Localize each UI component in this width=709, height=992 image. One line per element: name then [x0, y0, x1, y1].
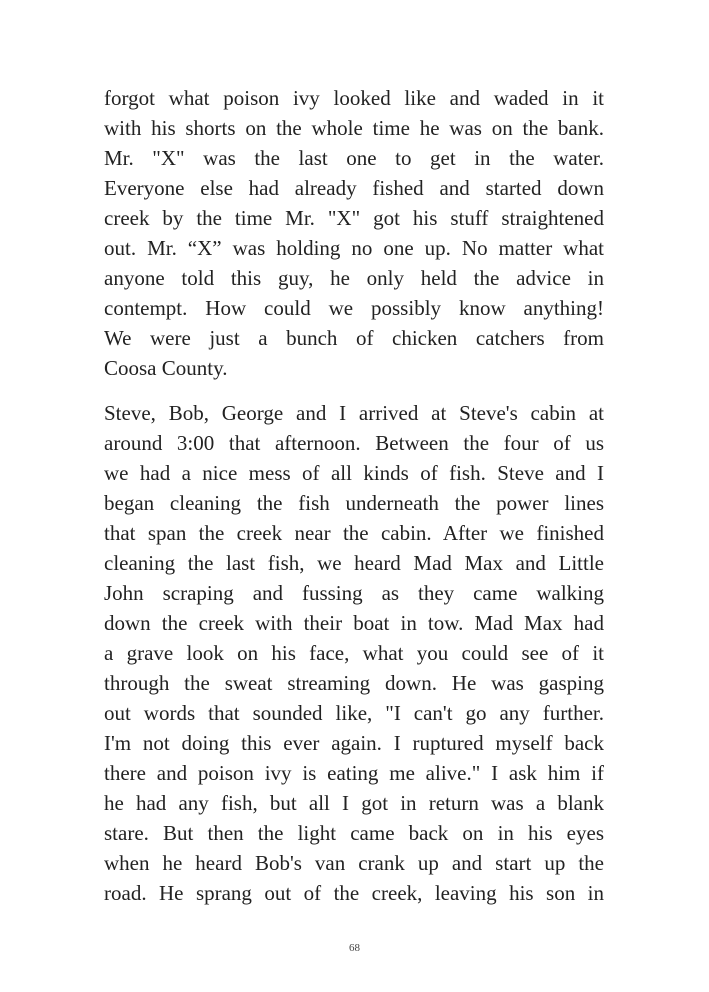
paragraph-2 — [104, 398, 604, 908]
text-line: creek by the time Mr. "X" got his stuff straightened — [104, 206, 604, 230]
text-line: anyone told this guy, he only held the advice in — [104, 266, 604, 290]
text-line: a grave look on his face, what you could see of it — [104, 641, 604, 665]
text-line: we had a nice mess of all kinds of fish. Steve and I — [104, 461, 604, 485]
page-number: 68 — [349, 942, 360, 954]
text-line: Mr. "X" was the last one to get in the water. — [104, 146, 604, 170]
text-line: out words that sounded like, "I can't go any further. — [104, 701, 604, 725]
text-line: John scraping and fussing as they came walking — [104, 581, 604, 605]
text-line: with his shorts on the whole time he was on the bank. — [104, 116, 604, 140]
text-line: contempt. How could we possibly know anything! — [104, 296, 604, 320]
text-line: there and poison ivy is eating me alive." I ask him if — [104, 761, 604, 785]
text-line: through the sweat streaming down. He was gasping — [104, 671, 604, 695]
text-line: down the creek with their boat in tow. Mad Max had — [104, 611, 604, 635]
text-line: when he heard Bob's van crank up and start up the — [104, 851, 604, 875]
text-line: forgot what poison ivy looked like and waded in it — [104, 86, 604, 110]
text-line: cleaning the last fish, we heard Mad Max and Little — [104, 551, 604, 575]
text-line: that span the creek near the cabin. After we finished — [104, 521, 604, 545]
text-line: stare. But then the light came back on in his eyes — [104, 821, 604, 845]
text-line: Coosa County. — [104, 356, 228, 380]
text-line: Everyone else had already fished and started down — [104, 176, 604, 200]
text-line: around 3:00 that afternoon. Between the four of us — [104, 431, 604, 455]
text-line: began cleaning the fish underneath the power lines — [104, 491, 604, 515]
text-line: road. He sprang out of the creek, leaving his son in — [104, 881, 604, 905]
text-line: out. Mr. “X” was holding no one up. No matter what — [104, 236, 604, 260]
text-line: I'm not doing this ever again. I ruptured myself back — [104, 731, 604, 755]
text-line: We were just a bunch of chicken catchers from — [104, 326, 604, 350]
paragraph-1 — [104, 83, 604, 383]
text-line: he had any fish, but all I got in return was a blank — [104, 791, 604, 815]
text-line: Steve, Bob, George and I arrived at Steve's cabin at — [104, 401, 604, 425]
